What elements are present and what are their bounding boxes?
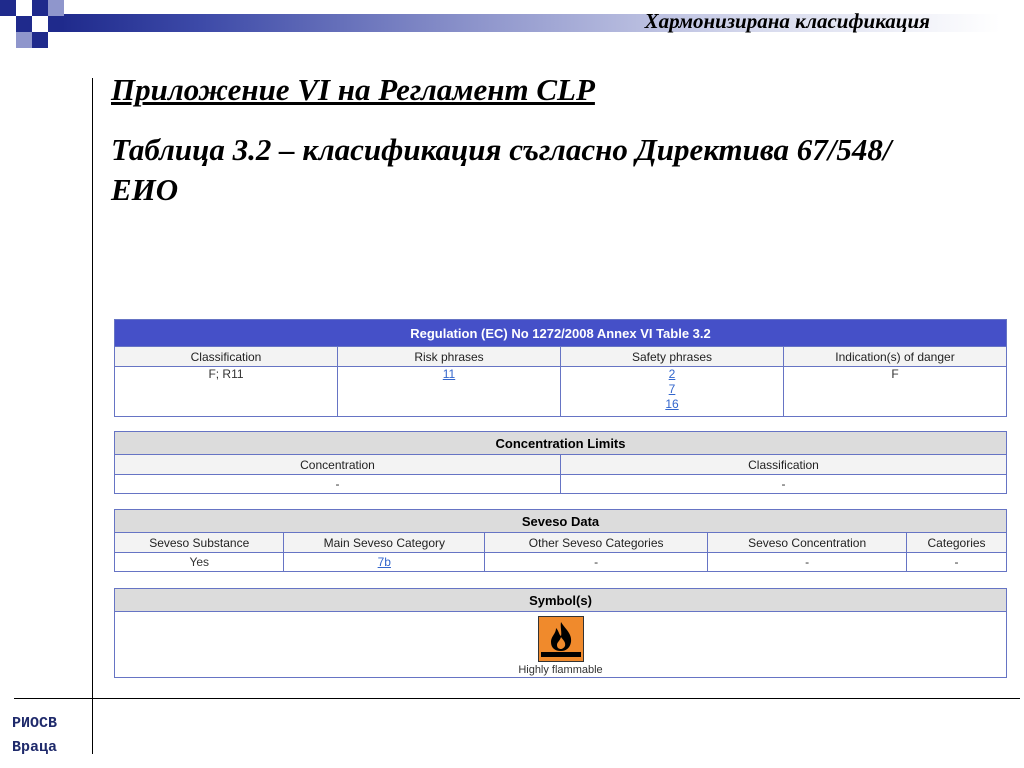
symbol-cell [115,612,1007,678]
banner-square [16,32,32,48]
header-title: Хармонизирана класификация [644,9,930,33]
flame-hazard-icon [538,616,584,662]
banner-square [0,0,16,16]
regulation-table [114,319,1007,417]
footer-line: РИОСВ [12,715,58,732]
safety-phrase-link[interactable]: 16 [665,397,679,411]
regulation-table-title: Regulation (EC) No 1272/2008 Annex VI Table 3.2 [115,320,1007,347]
symbol-label: Highly flammable [518,664,603,676]
banner-square [48,0,64,16]
horizontal-divider [14,698,1020,699]
footer-organization [12,712,57,760]
column-header: Seveso Concentration [708,533,907,553]
column-header: Other Seveso Categories [485,533,708,553]
table-cell: - [485,553,708,572]
banner-square [48,16,64,32]
risk-phrase-link[interactable]: 11 [442,367,456,381]
banner-square [32,32,48,48]
classification-cell: F; R11 [115,367,338,417]
table-cell: - [907,553,1007,572]
symbol-table-title: Symbol(s) [115,589,1007,612]
table-cell [284,553,485,572]
indication-cell: F [784,367,1007,417]
concentration-table-title: Concentration Limits [115,432,1007,455]
footer-line: Враца [12,739,58,756]
vertical-divider [92,78,93,754]
column-header: Indication(s) of danger [784,347,1007,367]
table-cell: - [561,475,1007,494]
banner-square [0,16,16,32]
seveso-category-link[interactable]: 7b [377,554,391,569]
table-title: Таблица 3.2 – класификация съгласно Директива 67/548/ЕИО [111,132,892,207]
safety-phrase-link[interactable]: 7 [668,382,676,396]
safety-phrase-link[interactable]: 2 [668,367,676,381]
column-header: Concentration [115,455,561,475]
table-cell: - [708,553,907,572]
annex-title: Приложение VI на Регламент CLP [111,72,595,107]
banner-square [32,0,48,16]
column-header: Classification [561,455,1007,475]
risk-phrases-cell [338,367,561,417]
seveso-table-title: Seveso Data [115,510,1007,533]
banner-square [32,16,48,32]
seveso-table [114,509,1007,572]
column-header: Categories [907,533,1007,553]
column-header: Seveso Substance [115,533,284,553]
concentration-table [114,431,1007,494]
column-header: Classification [115,347,338,367]
banner-square [16,0,32,16]
safety-phrases-cell [561,367,784,417]
slide-banner [0,0,1024,50]
table-cell: Yes [115,553,284,572]
column-header: Main Seveso Category [284,533,485,553]
column-header: Safety phrases [561,347,784,367]
symbol-table [114,588,1007,678]
table-cell: - [115,475,561,494]
column-header: Risk phrases [338,347,561,367]
banner-square [16,16,32,32]
